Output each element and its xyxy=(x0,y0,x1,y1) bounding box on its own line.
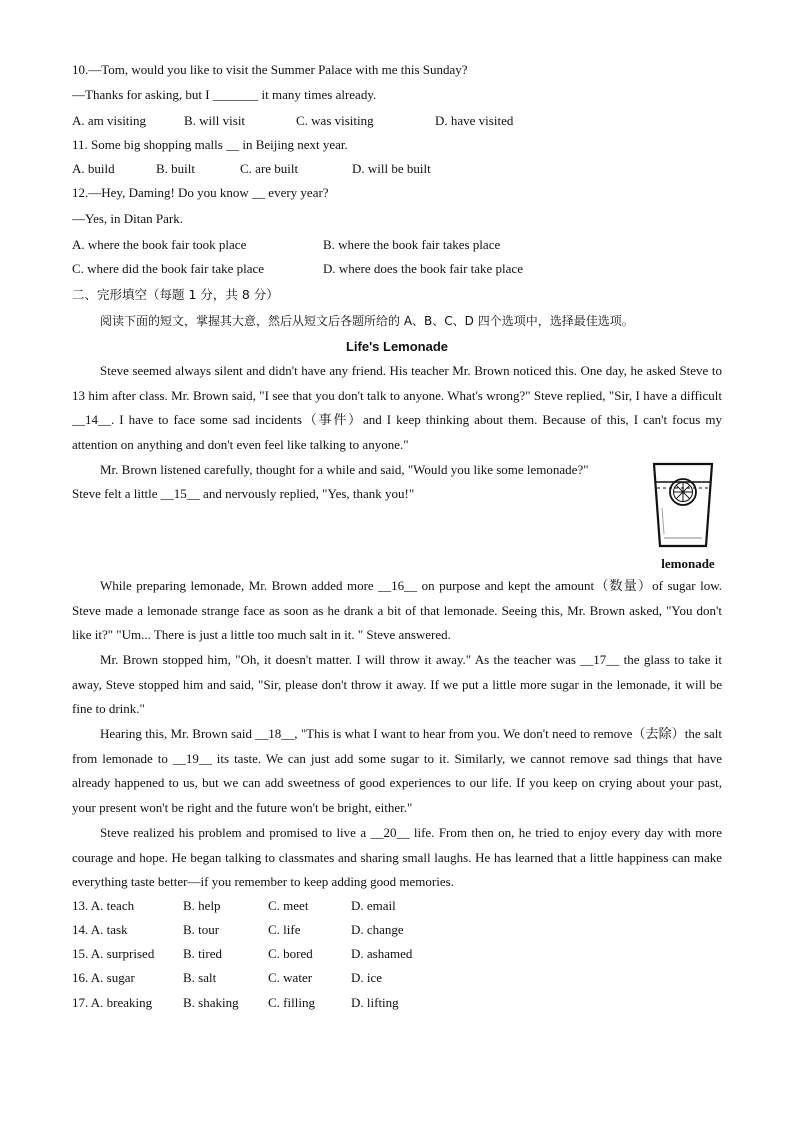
question-11-option-c: C. are built xyxy=(240,161,299,176)
question-11-option-b: B. built xyxy=(156,161,196,176)
passage-paragraph-6: Steve realized his problem and promised to live a __20__ life. From then on, he tried to enjoy every day with more courage and hope. He began talking to classmates and sharing small laughs. He has learned that a little happiness can make everything taste better—if you remember to keep adding good memories. xyxy=(72,825,722,890)
section-instruction: 阅读下面的短文，掌握其大意，然后从短文后各题所给的 A、B、C、D 四个选项中，选择最佳选项。 xyxy=(100,314,634,328)
option-16-c: C. water xyxy=(268,970,313,985)
question-10-reply: —Thanks for asking, but I _______ it many times already. xyxy=(72,87,377,102)
question-12-option-c: C. where did the book fair take place xyxy=(72,261,265,276)
option-17-a: 17. A. breaking xyxy=(72,995,153,1010)
passage-paragraph-3: While preparing lemonade, Mr. Brown added more __16__ on purpose and kept the amount（数量）of sugar low. Steve made a lemonade strange face as soon as he drank a bit of that lemonade. Seeing this, Mr. Brown asked, "You don't like it?" "Um... There is just a little too much salt in it. " Steve answered. xyxy=(72,578,722,643)
option-13-d: D. email xyxy=(351,898,396,913)
passage-paragraph-4: Mr. Brown stopped him, "Oh, it doesn't matter. I will throw it away." As the teacher was __17__ the glass to take it away, Steve stopped him and said, "Sir, please don't throw it away. If we put a little more sugar in the lemonade, it will be fine to drink." xyxy=(72,652,722,717)
question-11-option-d: D. will be built xyxy=(352,161,431,176)
passage-title: Life's Lemonade xyxy=(345,339,449,354)
option-17-d: D. lifting xyxy=(351,995,399,1010)
question-11-stem: 11. Some big shopping malls __ in Beijing next year. xyxy=(72,137,348,152)
section-heading: 二、完形填空（每题 1 分，共 8 分） xyxy=(72,287,279,302)
option-13-c: C. meet xyxy=(268,898,309,913)
question-11-option-a: A. build xyxy=(72,161,115,176)
option-16-d: D. ice xyxy=(351,970,383,985)
question-12-option-a: A. where the book fair took place xyxy=(72,237,247,252)
option-13-b: B. help xyxy=(183,898,221,913)
question-10-option-d: D. have visited xyxy=(435,113,514,128)
passage-paragraph-5: Hearing this, Mr. Brown said __18__, "This is what I want to hear from you. We don't need to remove（去除）the salt from lemonade to __19__ its taste. We can just add some sugar to it. Similarly, we cannot remove sad things that have already happened to us, but we can add sweetness of good experiences to our life. If you keep on crying about your past, your present won't be right and the future won't be bright, either." xyxy=(72,726,722,815)
option-17-c: C. filling xyxy=(268,995,315,1010)
question-10-option-a: A. am visiting xyxy=(72,113,147,128)
option-16-b: B. salt xyxy=(183,970,217,985)
question-12-stem: 12.—Hey, Daming! Do you know __ every year? xyxy=(72,185,329,200)
passage-paragraph-2: Mr. Brown listened carefully, thought for a while and said, "Would you like some lemonade?" xyxy=(100,462,589,477)
question-12-option-d: D. where does the book fair take place xyxy=(323,261,523,276)
passage-paragraph-1: Steve seemed always silent and didn't have any friend. His teacher Mr. Brown noticed this. One day, he asked Steve to 13 him after class. Mr. Brown said, "I see that you don't talk to anyone. What's wrong?" Steve replied, "Sir, I have a difficult __14__. I have to face some sad incidents（事件）and I keep thinking about them. Because of this, I can't focus my attention on anything and don't even feel like talking to anyone." xyxy=(72,363,722,452)
option-15-b: B. tired xyxy=(183,946,222,961)
question-10-stem: 10.—Tom, would you like to visit the Summer Palace with me this Sunday? xyxy=(72,62,468,77)
question-12-option-b: B. where the book fair takes place xyxy=(323,237,501,252)
question-10-option-b: B. will visit xyxy=(184,113,246,128)
option-14-a: 14. A. task xyxy=(72,922,128,937)
option-15-a: 15. A. surprised xyxy=(72,946,155,961)
option-14-d: D. change xyxy=(351,922,404,937)
lemonade-glass-icon xyxy=(648,458,718,550)
passage-paragraph-2-continued: Steve felt a little __15__ and nervously replied, "Yes, thank you!" xyxy=(72,486,415,501)
option-16-a: 16. A. sugar xyxy=(72,970,135,985)
option-17-b: B. shaking xyxy=(183,995,239,1010)
option-15-d: D. ashamed xyxy=(351,946,413,961)
option-14-c: C. life xyxy=(268,922,301,937)
question-10-option-c: C. was visiting xyxy=(296,113,374,128)
option-14-b: B. tour xyxy=(183,922,220,937)
question-12-reply: —Yes, in Ditan Park. xyxy=(72,211,183,226)
lemonade-image-label: lemonade xyxy=(661,556,715,571)
option-13-a: 13. A. teach xyxy=(72,898,135,913)
option-15-c: C. bored xyxy=(268,946,313,961)
